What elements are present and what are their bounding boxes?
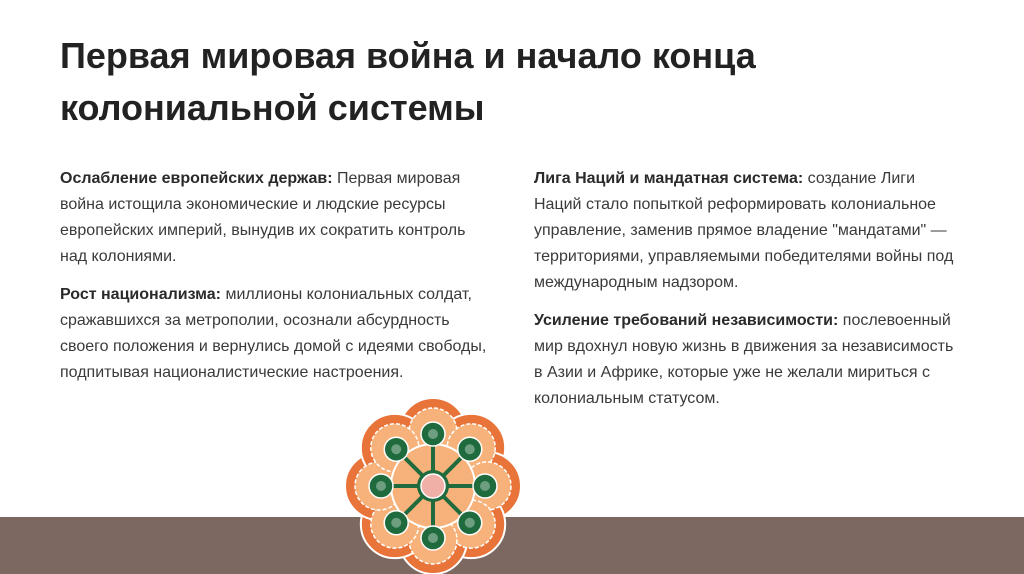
paragraph-text: Первая мировая война истощила экономические и людские ресурсы европейских империй, вынудив их сократить контроль над колониями. xyxy=(60,170,466,265)
slide-title xyxy=(60,30,960,134)
slide-title-line2: колониальной системы xyxy=(60,87,485,128)
right-column xyxy=(534,166,964,424)
paragraph-independence xyxy=(534,308,964,412)
paragraph-league-of-nations xyxy=(534,166,964,296)
paragraph-text: послевоенный мир вдохнул новую жизнь в движения за независимость в Азии и Африке, которые уже не желали мириться с колониальным статусом. xyxy=(534,312,954,407)
slide-title-line1: Первая мировая война и начало конца xyxy=(60,35,756,76)
paragraph-heading: Рост национализма: xyxy=(60,286,221,303)
paragraph-heading: Лига Наций и мандатная система: xyxy=(534,170,804,187)
paragraph-text: создание Лиги Наций стало попыткой реформировать колониальное управление, заменив прямое владение "мандатами" — территориями, управляемыми победителями войны под международным надзором. xyxy=(534,170,954,291)
mosaic-flower-icon xyxy=(345,398,521,574)
paragraph-heading: Ослабление европейских держав: xyxy=(60,170,333,187)
paragraph-nationalism xyxy=(60,282,496,386)
paragraph-text: миллионы колониальных солдат, сражавшихся за метрополии, осознали абсурдность своего положения и вернулись домой с идеями свободы, подпитывая националистические настроения. xyxy=(60,286,487,381)
paragraph-weakening xyxy=(60,166,496,270)
paragraph-heading: Усиление требований независимости: xyxy=(534,312,839,329)
left-column xyxy=(60,166,496,398)
